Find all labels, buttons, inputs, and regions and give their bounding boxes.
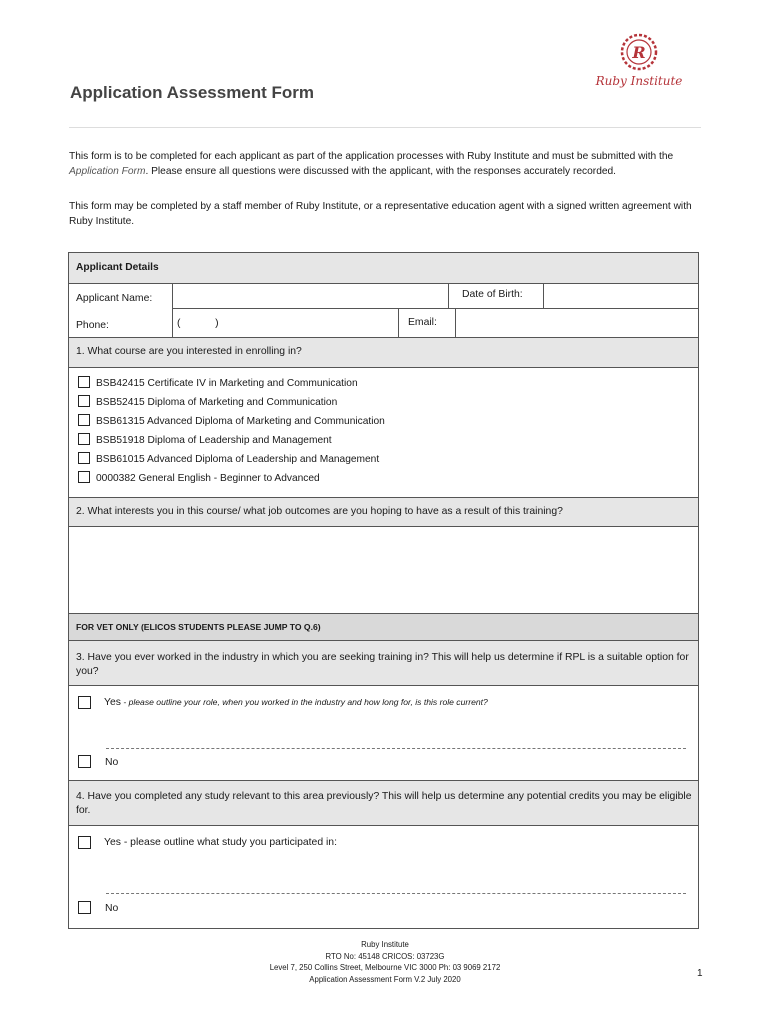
logo-emblem-icon (619, 32, 659, 72)
phone-label: Phone: (76, 320, 109, 331)
email-label: Email: (408, 317, 437, 328)
q3-yes-checkbox[interactable] (78, 696, 91, 709)
assessment-table (68, 252, 699, 929)
email-input[interactable] (456, 309, 698, 337)
q1-option-label: BSB42415 Certificate IV in Marketing and Communication (96, 378, 358, 389)
q4-no-option: No (105, 903, 119, 914)
q1-option-label: BSB61015 Advanced Diploma of Leadership and Management (96, 454, 380, 465)
date-of-birth-input[interactable] (544, 284, 698, 309)
q4-yes-option: Yes - please outline what study you participated in: (104, 837, 337, 848)
q3-answer-line[interactable] (106, 748, 686, 749)
page-footer (0, 939, 770, 985)
page-title: Application Assessment Form (70, 83, 315, 102)
q1-option-label: BSB61315 Advanced Diploma of Marketing and Communication (96, 416, 385, 427)
q3-no-checkbox[interactable] (78, 755, 91, 768)
q4-yes-checkbox[interactable] (78, 836, 91, 849)
footer-version: Application Assessment Form V.2 July 2020 (309, 974, 461, 984)
q1-checkbox[interactable] (78, 414, 90, 426)
q3-question: 3. Have you ever worked in the industry in which you are seeking training in? This will help us determine if RPL is a suitable option for you? (76, 652, 689, 677)
footer-institute: Ruby Institute (361, 940, 409, 949)
svg-text:R: R (632, 43, 646, 62)
q1-checkbox[interactable] (78, 452, 90, 464)
q1-checkbox[interactable] (78, 376, 90, 388)
q4-answer-line[interactable] (106, 893, 686, 894)
q4-no-checkbox[interactable] (78, 901, 91, 914)
q2-question: 2. What interests you in this course/ what job outcomes are you hoping to have as a result of this training? (76, 506, 563, 517)
q1-option-label: BSB52415 Diploma of Marketing and Communication (96, 397, 338, 408)
q1-checkbox[interactable] (78, 395, 90, 407)
footer-address: Level 7, 250 Collins Street, Melbourne VIC 3000 Ph: 03 9069 2172 (269, 963, 501, 972)
q2-answer-area[interactable] (69, 527, 698, 613)
date-of-birth-label: Date of Birth: (462, 289, 523, 300)
applicant-name-input[interactable] (173, 284, 447, 309)
intro-paragraph-2: This form may be completed by a staff member of Ruby Institute, or a representative education agent with a signed written agreement with Ruby Institute. (69, 201, 692, 227)
intro-paragraph-1: This form is to be completed for each applicant as part of the application processes with Ruby Institute and must be submitted with the Application Form. Please ensure all questions were discussed with the applicant, with the responses accurately recorded. (69, 151, 674, 177)
q1-option-label: BSB51918 Diploma of Leadership and Management (96, 435, 332, 446)
header-divider (69, 127, 701, 128)
ruby-institute-logo (584, 32, 694, 102)
application-form-link: Application Form (69, 166, 146, 177)
footer-rto: RTO No: 45148 CRICOS: 03723G (325, 951, 445, 961)
q1-question: 1. What course are you interested in enrolling in? (76, 346, 302, 357)
vet-only-heading: FOR VET ONLY (ELICOS STUDENTS PLEASE JUMP TO Q.6) (76, 622, 321, 632)
q1-checkbox[interactable] (78, 471, 90, 483)
applicant-details-heading: Applicant Details (76, 262, 159, 273)
q3-yes-option: Yes - please outline your role, when you worked in the industry and how long for, is this role current? (104, 697, 488, 708)
page-number: 1 (697, 968, 703, 979)
applicant-name-label: Applicant Name: (76, 293, 153, 304)
q3-no-option: No (105, 757, 119, 768)
logo-text: Ruby Institute (595, 74, 683, 88)
q1-option-label: 0000382 General English - Beginner to Advanced (96, 473, 320, 484)
phone-input[interactable]: ( ) (177, 318, 219, 329)
q1-checkbox[interactable] (78, 433, 90, 445)
q4-question: 4. Have you completed any study relevant to this area previously? This will help us determine any potential credits you may be eligible for. (76, 791, 692, 816)
